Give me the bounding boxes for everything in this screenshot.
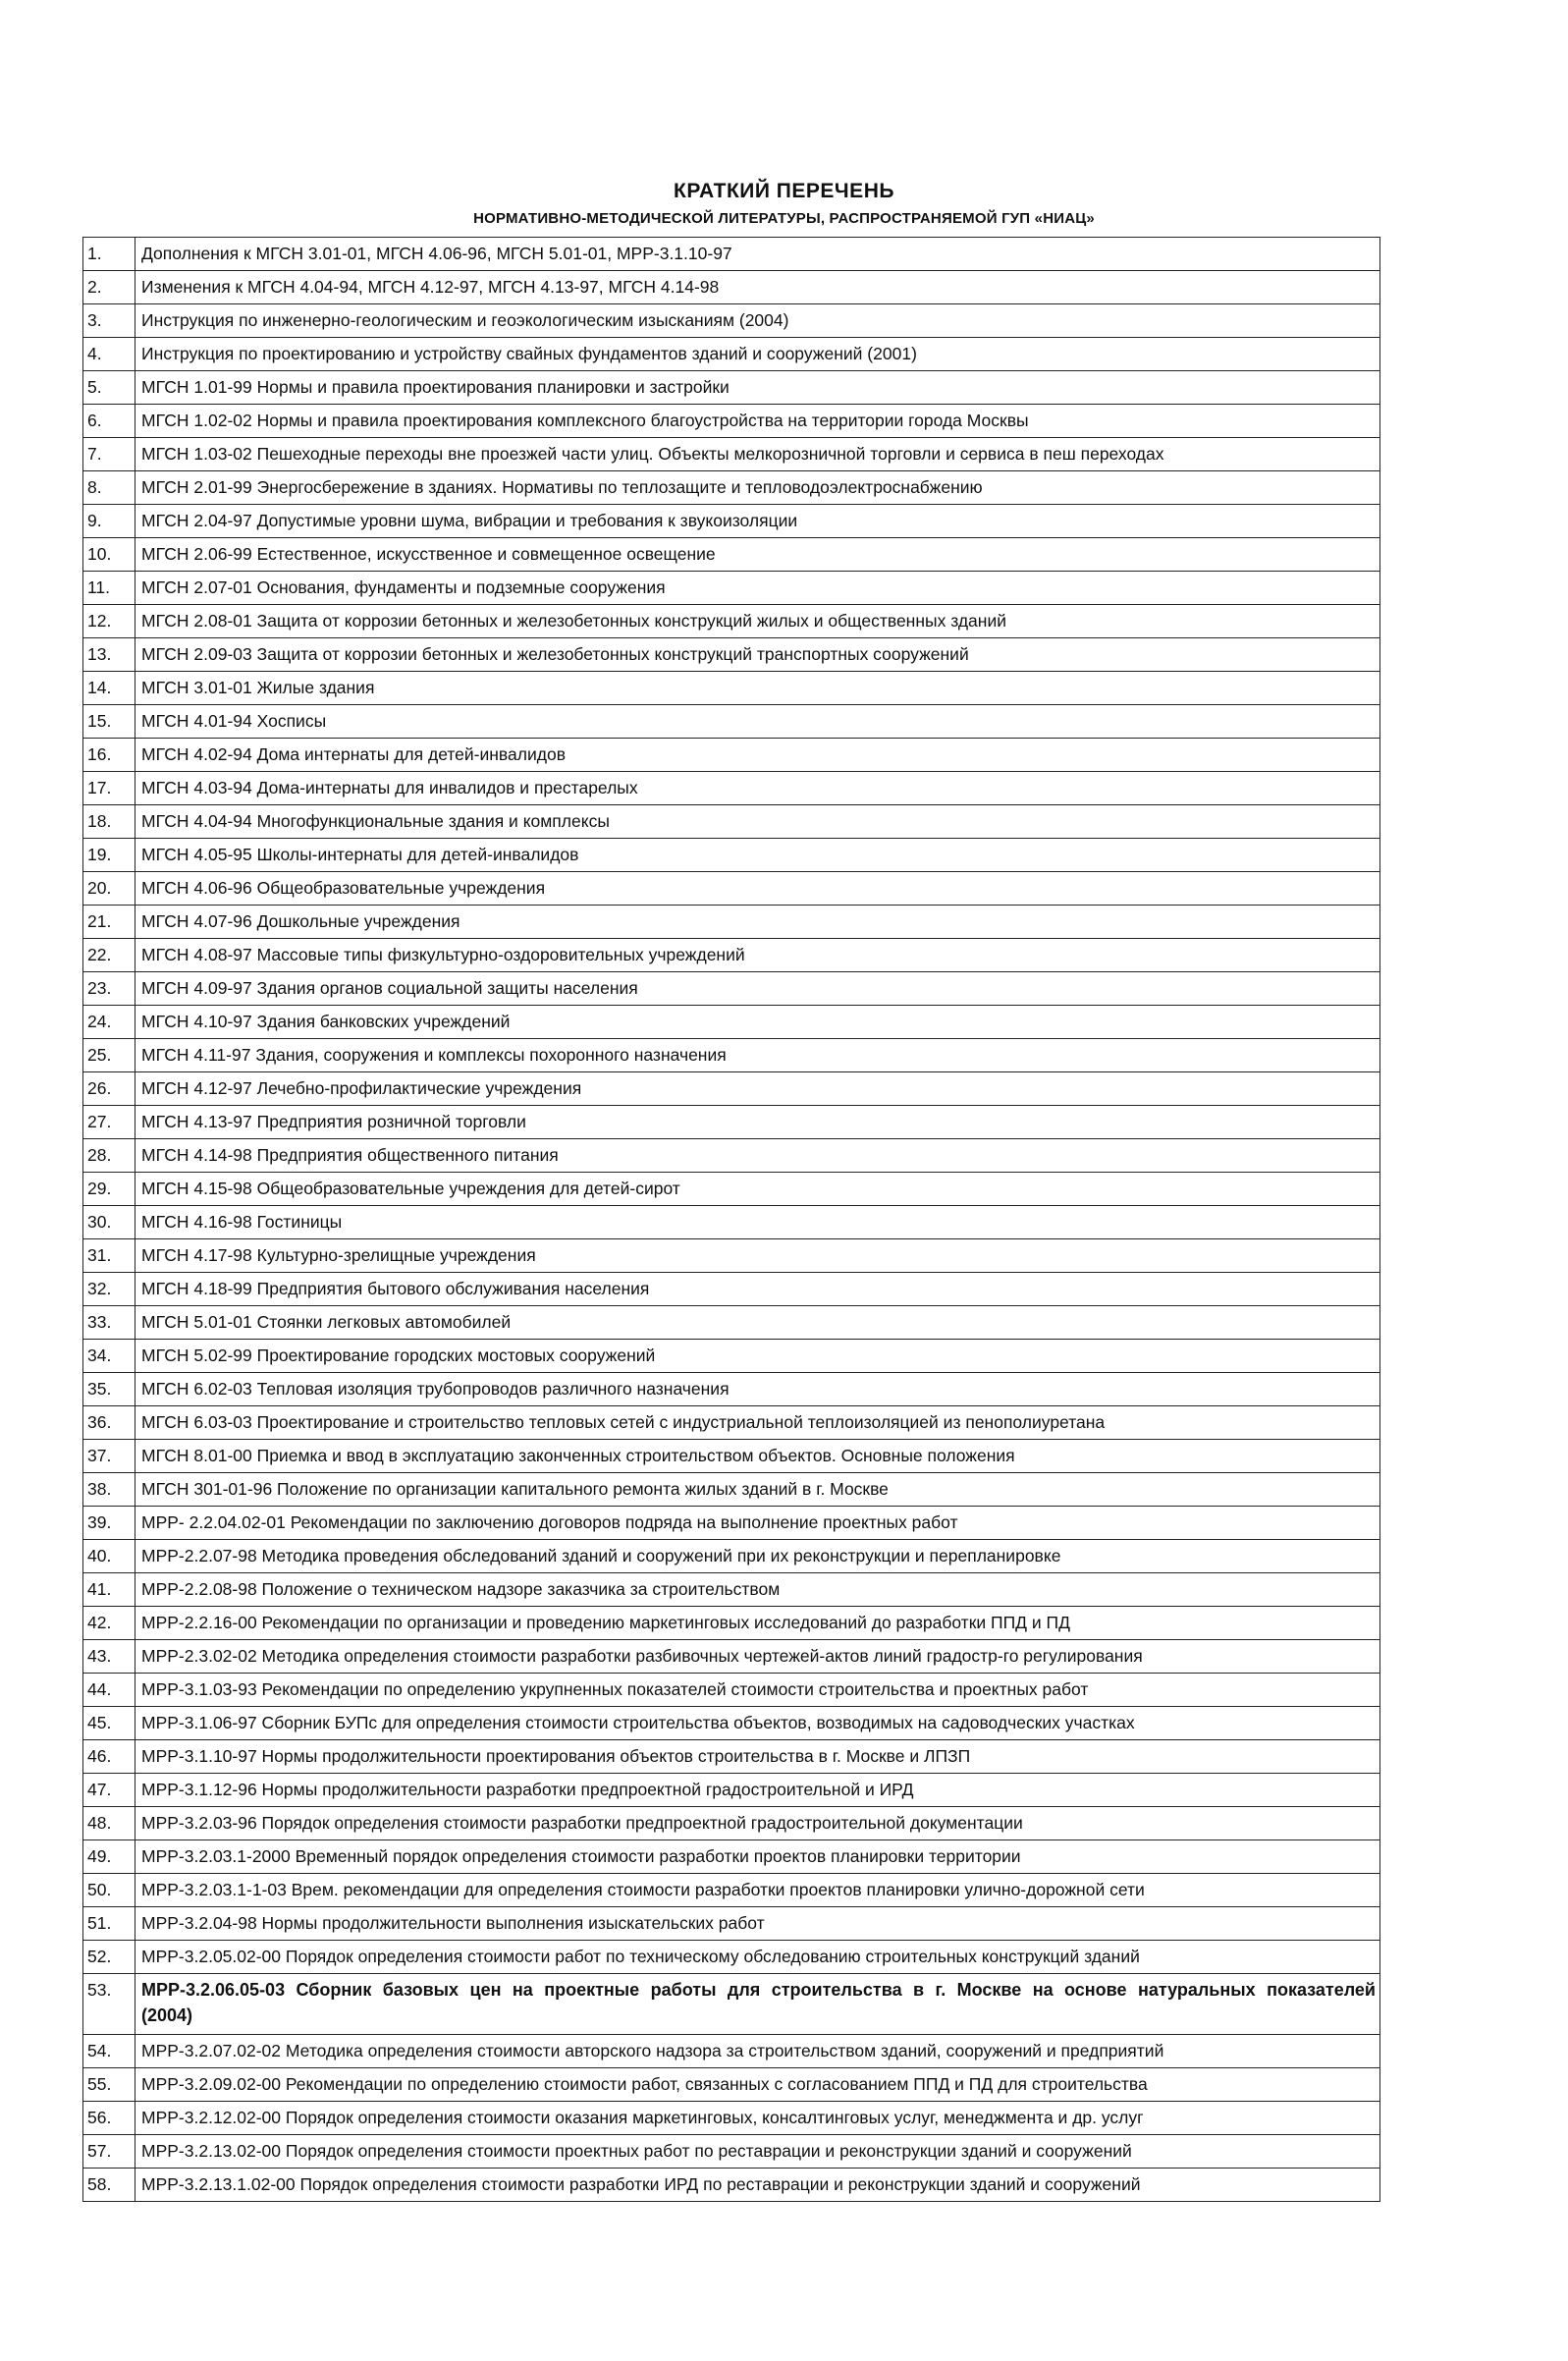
row-title: МГСН 4.12-97 Лечебно-профилактические учреждения bbox=[135, 1072, 1380, 1106]
row-number: 41. bbox=[83, 1573, 135, 1607]
row-number: 39. bbox=[83, 1507, 135, 1540]
row-number: 1. bbox=[83, 238, 135, 271]
row-title: МГСН 8.01-00 Приемка и ввод в эксплуатацию законченных строительством объектов. Основные положения bbox=[135, 1440, 1380, 1473]
row-title: МГСН 2.01-99 Энергосбережение в зданиях. Нормативы по теплозащите и тепловодоэлектроснабжению bbox=[135, 471, 1380, 505]
row-number: 33. bbox=[83, 1306, 135, 1340]
table-row bbox=[83, 605, 1380, 638]
table-row bbox=[83, 572, 1380, 605]
table-row bbox=[83, 371, 1380, 405]
row-title: Инструкция по проектированию и устройству свайных фундаментов зданий и сооружений (2001) bbox=[135, 338, 1380, 371]
row-title: МГСН 4.16-98 Гостиницы bbox=[135, 1206, 1380, 1239]
row-number: 40. bbox=[83, 1540, 135, 1573]
row-number: 19. bbox=[83, 839, 135, 872]
row-title: МГСН 4.07-96 Дошкольные учреждения bbox=[135, 906, 1380, 939]
row-number: 9. bbox=[83, 505, 135, 538]
row-number: 26. bbox=[83, 1072, 135, 1106]
table-row bbox=[83, 872, 1380, 906]
row-number: 12. bbox=[83, 605, 135, 638]
row-number: 46. bbox=[83, 1740, 135, 1774]
table-row bbox=[83, 772, 1380, 805]
table-row bbox=[83, 1006, 1380, 1039]
row-title: МРР-2.3.02-02 Методика определения стоимости разработки разбивочных чертежей-актов линий градостр-го регулирования bbox=[135, 1640, 1380, 1674]
row-number: 30. bbox=[83, 1206, 135, 1239]
literature-table-body bbox=[83, 238, 1380, 2202]
row-title: МГСН 2.04-97 Допустимые уровни шума, вибрации и требования к звукоизоляции bbox=[135, 505, 1380, 538]
table-row bbox=[83, 1707, 1380, 1740]
row-number: 3. bbox=[83, 304, 135, 338]
table-row bbox=[83, 2035, 1380, 2068]
row-number: 51. bbox=[83, 1907, 135, 1941]
row-title: МРР-3.1.12-96 Нормы продолжительности разработки предпроектной градостроительной и ИРД bbox=[135, 1774, 1380, 1807]
table-row bbox=[83, 1974, 1380, 2035]
row-number: 55. bbox=[83, 2068, 135, 2102]
row-number: 5. bbox=[83, 371, 135, 405]
row-number: 13. bbox=[83, 638, 135, 672]
table-row bbox=[83, 438, 1380, 471]
row-title: МГСН 3.01-01 Жилые здания bbox=[135, 672, 1380, 705]
row-title: МГСН 6.02-03 Тепловая изоляция трубопроводов различного назначения bbox=[135, 1373, 1380, 1406]
row-number: 54. bbox=[83, 2035, 135, 2068]
table-row bbox=[83, 538, 1380, 572]
table-row bbox=[83, 1740, 1380, 1774]
table-row bbox=[83, 2102, 1380, 2135]
row-title: МРР-3.2.13.1.02-00 Порядок определения стоимости разработки ИРД по реставрации и реконструкции зданий и сооружений bbox=[135, 2169, 1380, 2202]
row-number: 4. bbox=[83, 338, 135, 371]
row-title: МГСН 4.18-99 Предприятия бытового обслуживания населения bbox=[135, 1273, 1380, 1306]
row-number: 16. bbox=[83, 739, 135, 772]
row-number: 44. bbox=[83, 1674, 135, 1707]
row-title: МРР-3.2.12.02-00 Порядок определения стоимости оказания маркетинговых, консалтинговых услуг, менеджмента и др. услуг bbox=[135, 2102, 1380, 2135]
row-title: МГСН 4.02-94 Дома интернаты для детей-инвалидов bbox=[135, 739, 1380, 772]
table-row bbox=[83, 2068, 1380, 2102]
table-row bbox=[83, 1807, 1380, 1840]
row-number: 15. bbox=[83, 705, 135, 739]
row-title: МРР-2.2.07-98 Методика проведения обследований зданий и сооружений при их реконструкции и перепланировке bbox=[135, 1540, 1380, 1573]
row-number: 34. bbox=[83, 1340, 135, 1373]
row-number: 49. bbox=[83, 1840, 135, 1874]
table-row bbox=[83, 1774, 1380, 1807]
row-title: МГСН 5.01-01 Стоянки легковых автомобилей bbox=[135, 1306, 1380, 1340]
row-title: МГСН 4.05-95 Школы-интернаты для детей-инвалидов bbox=[135, 839, 1380, 872]
row-number: 23. bbox=[83, 972, 135, 1006]
table-row bbox=[83, 1573, 1380, 1607]
table-row bbox=[83, 1373, 1380, 1406]
row-title: МГСН 1.02-02 Нормы и правила проектирования комплексного благоустройства на территории города Москвы bbox=[135, 405, 1380, 438]
row-title: МРР-3.2.03.1-2000 Временный порядок определения стоимости разработки проектов планировки территории bbox=[135, 1840, 1380, 1874]
table-row bbox=[83, 2169, 1380, 2202]
row-title: МРР-3.1.06-97 Сборник БУПс для определения стоимости строительства объектов, возводимых на садоводческих участках bbox=[135, 1707, 1380, 1740]
table-row bbox=[83, 1173, 1380, 1206]
row-title: МГСН 4.04-94 Многофункциональные здания и комплексы bbox=[135, 805, 1380, 839]
row-title: МРР-3.2.03-96 Порядок определения стоимости разработки предпроектной градостроительной документации bbox=[135, 1807, 1380, 1840]
row-title: МРР-3.2.13.02-00 Порядок определения стоимости проектных работ по реставрации и реконструкции зданий и сооружений bbox=[135, 2135, 1380, 2169]
row-number: 11. bbox=[83, 572, 135, 605]
row-title: МРР-3.2.05.02-00 Порядок определения стоимости работ по техническому обследованию строительных конструкций зданий bbox=[135, 1941, 1380, 1974]
row-title: МГСН 301-01-96 Положение по организации капитального ремонта жилых зданий в г. Москве bbox=[135, 1473, 1380, 1507]
row-number: 43. bbox=[83, 1640, 135, 1674]
row-number: 21. bbox=[83, 906, 135, 939]
table-row bbox=[83, 1406, 1380, 1440]
row-title: МРР- 2.2.04.02-01 Рекомендации по заключению договоров подряда на выполнение проектных работ bbox=[135, 1507, 1380, 1540]
row-number: 36. bbox=[83, 1406, 135, 1440]
row-number: 45. bbox=[83, 1707, 135, 1740]
table-row bbox=[83, 839, 1380, 872]
row-number: 42. bbox=[83, 1607, 135, 1640]
table-row bbox=[83, 405, 1380, 438]
row-title: МГСН 1.01-99 Нормы и правила проектирования планировки и застройки bbox=[135, 371, 1380, 405]
table-row bbox=[83, 1874, 1380, 1907]
row-title: МГСН 5.02-99 Проектирование городских мостовых сооружений bbox=[135, 1340, 1380, 1373]
row-number: 29. bbox=[83, 1173, 135, 1206]
table-row bbox=[83, 1607, 1380, 1640]
row-number: 22. bbox=[83, 939, 135, 972]
table-row bbox=[83, 471, 1380, 505]
row-title: МРР-3.2.03.1-1-03 Врем. рекомендации для определения стоимости разработки проектов планировки улично-дорожной сети bbox=[135, 1874, 1380, 1907]
table-row bbox=[83, 1239, 1380, 1273]
table-row bbox=[83, 1540, 1380, 1573]
document-title: КРАТКИЙ ПЕРЕЧЕНЬ bbox=[674, 180, 894, 202]
row-title: МГСН 4.14-98 Предприятия общественного питания bbox=[135, 1139, 1380, 1173]
row-title: МРР-3.1.03-93 Рекомендации по определению укрупненных показателей стоимости строительства и проектных работ bbox=[135, 1674, 1380, 1707]
row-title: МГСН 1.03-02 Пешеходные переходы вне проезжей части улиц. Объекты мелкорозничной торговли и сервиса в пеш переходах bbox=[135, 438, 1380, 471]
table-row bbox=[83, 505, 1380, 538]
table-row bbox=[83, 1640, 1380, 1674]
table-row bbox=[83, 1206, 1380, 1239]
table-row bbox=[83, 238, 1380, 271]
row-number: 18. bbox=[83, 805, 135, 839]
row-title: МРР-3.2.07.02-02 Методика определения стоимости авторского надзора за строительством зданий, сооружений и предприятий bbox=[135, 2035, 1380, 2068]
row-number: 47. bbox=[83, 1774, 135, 1807]
table-row bbox=[83, 1440, 1380, 1473]
table-row bbox=[83, 271, 1380, 304]
row-title: МРР-2.2.08-98 Положение о техническом надзоре заказчика за строительством bbox=[135, 1573, 1380, 1607]
table-row bbox=[83, 1139, 1380, 1173]
row-number: 31. bbox=[83, 1239, 135, 1273]
row-title: МГСН 4.09-97 Здания органов социальной защиты населения bbox=[135, 972, 1380, 1006]
row-number: 20. bbox=[83, 872, 135, 906]
row-number: 52. bbox=[83, 1941, 135, 1974]
table-row bbox=[83, 972, 1380, 1006]
row-title: МГСН 2.08-01 Защита от коррозии бетонных и железобетонных конструкций жилых и общественных зданий bbox=[135, 605, 1380, 638]
row-number: 2. bbox=[83, 271, 135, 304]
row-title: МГСН 4.13-97 Предприятия розничной торговли bbox=[135, 1106, 1380, 1139]
row-number: 38. bbox=[83, 1473, 135, 1507]
row-number: 27. bbox=[83, 1106, 135, 1139]
table-row bbox=[83, 338, 1380, 371]
table-row bbox=[83, 1340, 1380, 1373]
row-title: МГСН 4.01-94 Хосписы bbox=[135, 705, 1380, 739]
row-title: Изменения к МГСН 4.04-94, МГСН 4.12-97, МГСН 4.13-97, МГСН 4.14-98 bbox=[135, 271, 1380, 304]
row-number: 6. bbox=[83, 405, 135, 438]
table-row bbox=[83, 939, 1380, 972]
row-title: МГСН 6.03-03 Проектирование и строительство тепловых сетей с индустриальной теплоизоляцией из пенополиуретана bbox=[135, 1406, 1380, 1440]
table-row bbox=[83, 1473, 1380, 1507]
table-row bbox=[83, 1273, 1380, 1306]
table-row bbox=[83, 1039, 1380, 1072]
row-number: 17. bbox=[83, 772, 135, 805]
row-title: МРР-3.2.09.02-00 Рекомендации по определению стоимости работ, связанных с согласованием ППД и ПД для строительства bbox=[135, 2068, 1380, 2102]
row-title: МГСН 4.10-97 Здания банковских учреждений bbox=[135, 1006, 1380, 1039]
table-row bbox=[83, 1306, 1380, 1340]
literature-table bbox=[82, 237, 1380, 2202]
row-number: 37. bbox=[83, 1440, 135, 1473]
table-row bbox=[83, 1840, 1380, 1874]
row-title: МГСН 4.17-98 Культурно-зрелищные учреждения bbox=[135, 1239, 1380, 1273]
row-title: Дополнения к МГСН 3.01-01, МГСН 4.06-96, МГСН 5.01-01, МРР-3.1.10-97 bbox=[135, 238, 1380, 271]
row-number: 10. bbox=[83, 538, 135, 572]
row-number: 8. bbox=[83, 471, 135, 505]
row-title: МГСН 4.15-98 Общеобразовательные учреждения для детей-сирот bbox=[135, 1173, 1380, 1206]
row-title: МГСН 2.07-01 Основания, фундаменты и подземные сооружения bbox=[135, 572, 1380, 605]
row-number: 25. bbox=[83, 1039, 135, 1072]
row-title: МРР-3.2.06.05-03 Сборник базовых цен на проектные работы для строительства в г. Москве на основе натуральных показателей (2004) bbox=[135, 1974, 1380, 2035]
document-subtitle: НОРМАТИВНО-МЕТОДИЧЕСКОЙ ЛИТЕРАТУРЫ, РАСПРОСТРАНЯЕМОЙ ГУП «НИАЦ» bbox=[473, 210, 1095, 227]
row-number: 58. bbox=[83, 2169, 135, 2202]
row-title: МГСН 4.06-96 Общеобразовательные учреждения bbox=[135, 872, 1380, 906]
table-row bbox=[83, 2135, 1380, 2169]
row-number: 32. bbox=[83, 1273, 135, 1306]
row-title: МГСН 4.11-97 Здания, сооружения и комплексы похоронного назначения bbox=[135, 1039, 1380, 1072]
row-title: МРР-2.2.16-00 Рекомендации по организации и проведению маркетинговых исследований до разработки ППД и ПД bbox=[135, 1607, 1380, 1640]
table-row bbox=[83, 1106, 1380, 1139]
row-number: 53. bbox=[83, 1974, 135, 2035]
table-row bbox=[83, 805, 1380, 839]
row-number: 24. bbox=[83, 1006, 135, 1039]
row-title: МРР-3.1.10-97 Нормы продолжительности проектирования объектов строительства в г. Москве и ЛПЗП bbox=[135, 1740, 1380, 1774]
table-row bbox=[83, 672, 1380, 705]
row-number: 48. bbox=[83, 1807, 135, 1840]
row-number: 56. bbox=[83, 2102, 135, 2135]
row-number: 28. bbox=[83, 1139, 135, 1173]
table-row bbox=[83, 1907, 1380, 1941]
table-row bbox=[83, 739, 1380, 772]
row-title: Инструкция по инженерно-геологическим и геоэкологическим изысканиям (2004) bbox=[135, 304, 1380, 338]
table-row bbox=[83, 1674, 1380, 1707]
table-row bbox=[83, 1941, 1380, 1974]
table-row bbox=[83, 705, 1380, 739]
row-title: МРР-3.2.04-98 Нормы продолжительности выполнения изыскательских работ bbox=[135, 1907, 1380, 1941]
row-number: 57. bbox=[83, 2135, 135, 2169]
table-row bbox=[83, 1072, 1380, 1106]
table-row bbox=[83, 1507, 1380, 1540]
row-number: 35. bbox=[83, 1373, 135, 1406]
row-title: МГСН 2.06-99 Естественное, искусственное и совмещенное освещение bbox=[135, 538, 1380, 572]
table-row bbox=[83, 304, 1380, 338]
row-title: МГСН 4.03-94 Дома-интернаты для инвалидов и престарелых bbox=[135, 772, 1380, 805]
table-row bbox=[83, 906, 1380, 939]
row-number: 14. bbox=[83, 672, 135, 705]
row-title: МГСН 4.08-97 Массовые типы физкультурно-оздоровительных учреждений bbox=[135, 939, 1380, 972]
row-number: 7. bbox=[83, 438, 135, 471]
table-row bbox=[83, 638, 1380, 672]
row-title: МГСН 2.09-03 Защита от коррозии бетонных и железобетонных конструкций транспортных сооружений bbox=[135, 638, 1380, 672]
row-number: 50. bbox=[83, 1874, 135, 1907]
